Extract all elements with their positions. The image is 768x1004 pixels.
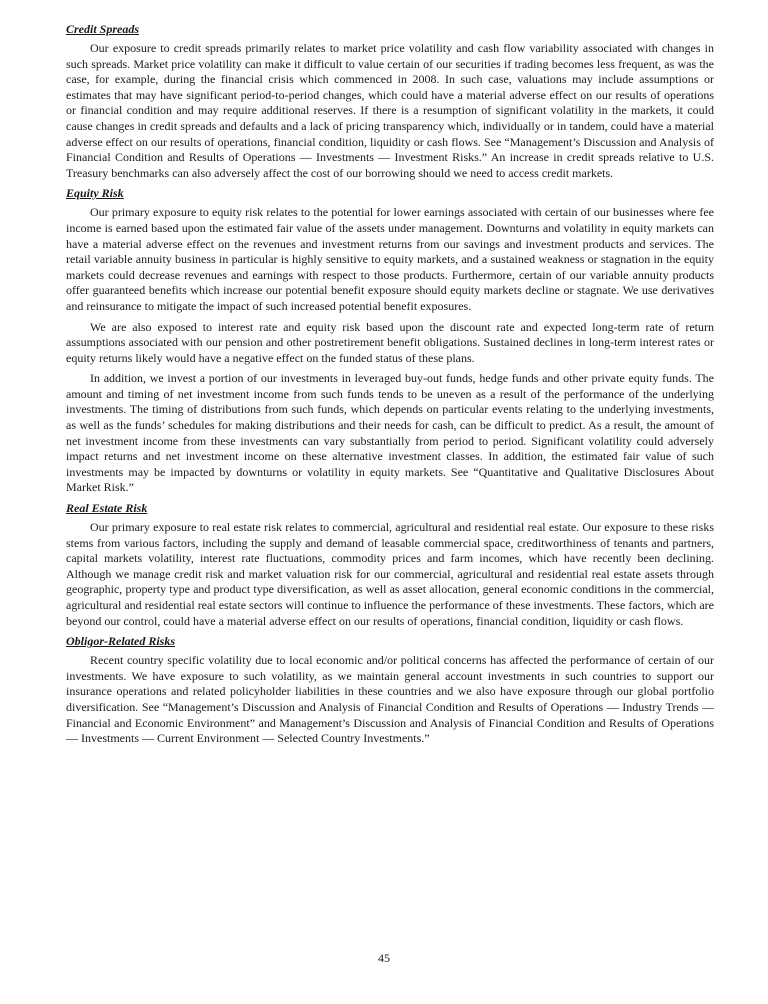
section-heading: Real Estate Risk	[66, 501, 148, 516]
paragraph: We are also exposed to interest rate and equity risk based upon the discount rate and expected long-term rate of return assumptions associated with our pension and other postretirement benefit obligations. Sustained declines in long-term interest rates or equity returns likely would have a negative effect on the funded status of these plans.	[66, 319, 714, 365]
paragraph: In addition, we invest a portion of our investments in leveraged buy-out funds, hedge funds and other private equity funds. The amount and timing of net investment income from such funds tends to be uneven as a result of the performance of the underlying investments. The timing of distributions from such funds, which depends on particular events relating to the underlying investments, as well as the funds’ schedules for making distributions and their needs for cash, can be difficult to predict. As a result, the amount of net investment income from these investments can vary substantially from period to period. Significant volatility could adversely impact returns and net investment income on these alternative investment classes. In addition, the estimated fair value of such investments may be impacted by downturns or volatility in equity markets. See “Quantitative and Qualitative Disclosures About Market Risk.”	[66, 371, 714, 495]
document-page	[66, 22, 714, 752]
paragraph: Our primary exposure to real estate risk relates to commercial, agricultural and residential real estate. Our exposure to these risks stems from various factors, including the supply and demand of leasable commercial space, creditworthiness of tenants and partners, capital markets volatility, interest rate fluctuations, commodity prices and farm incomes, which have recently been declining. Although we manage credit risk and market valuation risk for our commercial, agricultural and residential real estate assets through geographic, property type and product type diversification, as well as asset allocation, general economic conditions in the commercial, agricultural and residential real estate sectors will continue to influence the performance of these investments. These factors, which are beyond our control, could have a material adverse effect on our results of operations, financial condition, liquidity or cash flows.	[66, 520, 714, 628]
paragraph: Our primary exposure to equity risk relates to the potential for lower earnings associated with certain of our businesses where fee income is earned based upon the estimated fair value of the assets under management. Downturns and volatility in equity markets can have a material adverse effect on the revenues and investment returns from our savings and investment products and services. The retail variable annuity business in particular is highly sensitive to equity markets, and a sustained weakness or stagnation in the equity markets could decrease revenues and earnings with respect to those products. Furthermore, certain of our variable annuity products offer guaranteed benefits which increase our potential benefit exposure should equity markets decline or stagnate. We use derivatives and reinsurance to mitigate the impact of such increased potential benefit exposures.	[66, 205, 714, 313]
section-obligor-related-risks	[66, 634, 714, 747]
page-number: 45	[378, 951, 390, 965]
section-heading: Credit Spreads	[66, 22, 140, 36]
paragraph: Recent country specific volatility due to local economic and/or political concerns has affected the performance of certain of our investments. We have exposure to such volatility, as we maintain general account investments in such countries to support our insurance operations and related policyholder liabilities in these countries and we also have exposure through our global portfolio diversification. See “Management’s Discussion and Analysis of Financial Condition and Results of Operations — Industry Trends — Financial and Economic Environment” and Management’s Discussion and Analysis of Financial Condition and Results of Operations — Investments — Current Environment — Selected Country Investments.”	[66, 653, 714, 746]
section-heading: Equity Risk	[66, 186, 124, 201]
paragraph: Our exposure to credit spreads primarily relates to market price volatility and cash flow variability associated with changes in such spreads. Market price volatility can make it difficult to value certain of our securities if trading becomes less frequent, as was the case, for example, during the financial crisis which commenced in 2008. In such case, valuations may include assumptions or estimates that may have significant period-to-period changes, which could have a material adverse effect on our results of operations or financial condition and may require additional reserves. If there is a resumption of significant volatility in the markets, it could cause changes in credit spreads and defaults and a lack of pricing transparency which, individually or in tandem, could have a material adverse effect on our results of operations, financial condition, liquidity or cash flows. See “Management’s Discussion and Analysis of Financial Condition and Results of Operations — Investments — Investment Risks.” An increase in credit spreads relative to U.S. Treasury benchmarks can also adversely affect the cost of our borrowing should we need to access credit markets.	[66, 41, 714, 180]
section-equity-risk	[66, 186, 714, 496]
section-real-estate-risk	[66, 501, 714, 629]
section-credit-spreads	[66, 22, 714, 181]
section-heading: Obligor-Related Risks	[66, 634, 176, 649]
